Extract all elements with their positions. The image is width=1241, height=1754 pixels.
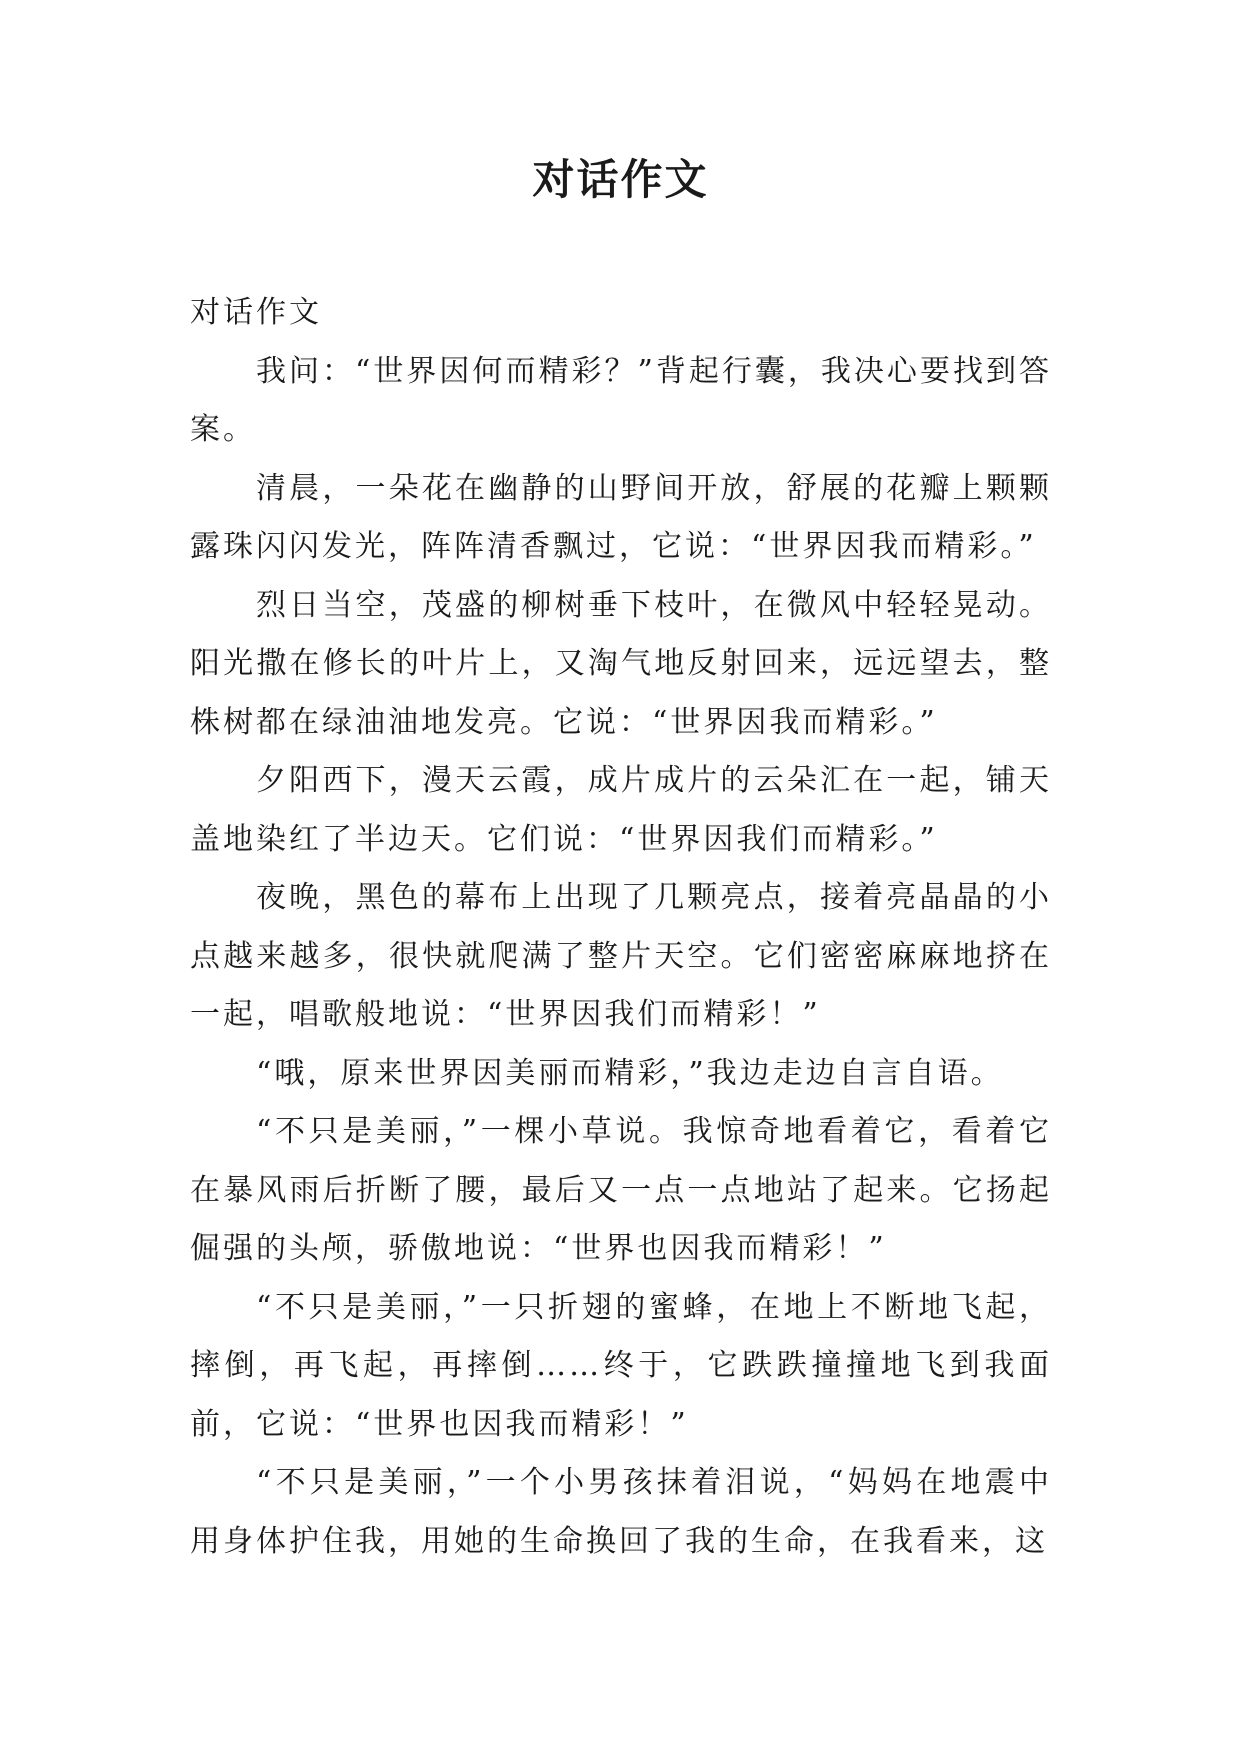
paragraph: 烈日当空，茂盛的柳树垂下枝叶，在微风中轻轻晃动。阳光撒在修长的叶片上，又淘气地反射回来，远远望去，整株树都在绿油油地发亮。它说：“世界因我而精彩。” [190, 587, 1052, 740]
paragraph: “不只是美丽，”一个小男孩抹着泪说，“妈妈在地震中用身体护住我，用她的生命换回了我的生命，在我看来，这 [190, 1465, 1052, 1559]
paragraph: 我问：“世界因何而精彩？”背起行囊，我决心要找到答案。 [190, 353, 1052, 447]
paragraph: 清晨，一朵花在幽静的山野间开放，舒展的花瓣上颗颗露珠闪闪发光，阵阵清香飘过，它说：“世界因我而精彩。” [190, 470, 1052, 564]
paragraph: 夜晚，黑色的幕布上出现了几颗亮点，接着亮晶晶的小点越来越多，很快就爬满了整片天空。它们密密麻麻地挤在一起，唱歌般地说：“世界因我们而精彩！” [190, 880, 1052, 1032]
paragraph: 夕阳西下，漫天云霞，成片成片的云朵汇在一起，铺天盖地染红了半边天。它们说：“世界因我们而精彩。” [190, 763, 1052, 857]
paragraph: “不只是美丽，”一只折翅的蜜蜂，在地上不断地飞起，摔倒，再飞起，再摔倒……终于，它跌跌撞撞地飞到我面前，它说：“世界也因我而精彩！” [190, 1289, 1052, 1442]
paragraph: “不只是美丽，”一棵小草说。我惊奇地看着它，看着它在暴风雨后折断了腰，最后又一点一点地站了起来。它扬起倔强的头颅，骄傲地说：“世界也因我而精彩！” [190, 1114, 1052, 1266]
document-body [190, 284, 1052, 1571]
paragraph: “哦，原来世界因美丽而精彩，”我边走边自言自语。 [256, 1055, 1004, 1091]
document-title: 对话作文 [532, 155, 709, 204]
paragraph-heading: 对话作文 [190, 295, 322, 330]
